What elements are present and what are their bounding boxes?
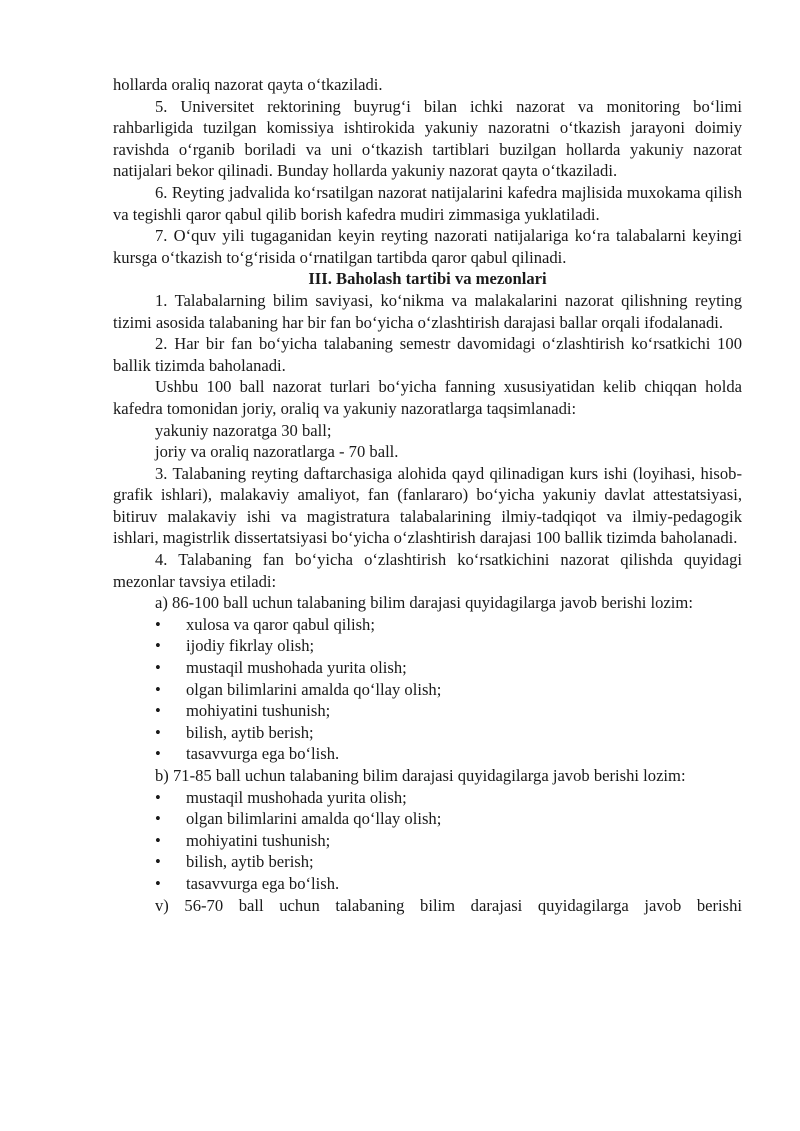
bullet-icon: •	[155, 873, 161, 893]
list-item: • tasavvurga ega bo‘lish.	[155, 744, 340, 764]
bullet-icon: •	[155, 701, 161, 721]
criteria-b-intro: b) 71-85 ball uchun talabaning bilim darajasi quyidagilarga javob berishi lozim:	[155, 766, 686, 785]
paragraph-distribution: Ushbu 100 ball nazorat turlari bo‘yicha fanning xususiyatidan kelib chiqqan holda kafedra tomonidan joriy, oraliq va yakuniy nazoratlarga taqsimlanadi:	[113, 377, 742, 418]
criteria-b-list	[113, 787, 742, 895]
criteria-v-intro: v) 56-70 ball uchun talabaning bilim darajasi quyidagilarga javob berishi	[155, 895, 742, 915]
bullet-icon: •	[155, 658, 161, 678]
paragraph-section-1: 1. Talabalarning bilim saviyasi, ko‘nikma va malakalarini nazorat qilishning reyting tizimi asosida talabaning har bir fan bo‘yicha o‘zlashtirish darajasi ballar orqali ifodalanadi.	[113, 290, 742, 332]
list-item: • tasavvurga ega bo‘lish.	[155, 873, 340, 893]
list-item: • mohiyatini tushunish;	[155, 830, 331, 850]
paragraph-section-4: 4. Talabaning fan bo‘yicha o‘zlashtirish ko‘rsatkichini nazorat qilishda quyidagi mezonlar tavsiya etiladi:	[113, 550, 742, 591]
paragraph-item-5: 5. Universitet rektorining buyrug‘i bilan ichki nazorat va monitoring bo‘limi rahbarligida tuzilgan komissiya ishtirokida yakuniy nazoratni o‘tkazish jarayoni doimiy ravishda o‘rganib boriladi va uni o‘tkazish tartiblari buzilgan hollarda yakuniy nazorat natijalari bekor qilinadi. Bunday hollarda yakuniy nazorat qayta o‘tkaziladi.	[113, 96, 742, 181]
list-item: • bilish, aytib berish;	[155, 852, 314, 872]
paragraph-item-7: 7. O‘quv yili tugaganidan keyin reyting nazorati natijalariga ko‘ra talabalarni keyingi kursga o‘tkazish to‘g‘risida o‘rnatilgan tartibda qaror qabul qilinadi.	[113, 226, 742, 267]
bullet-icon: •	[155, 614, 161, 634]
list-item: • olgan bilimlarini amalda qo‘llay olish;	[155, 679, 442, 699]
bullet-icon: •	[155, 679, 161, 699]
bullet-icon: •	[155, 787, 161, 807]
criteria-a-intro: a) 86-100 ball uchun talabaning bilim darajasi quyidagilarga javob berishi lozim:	[155, 593, 693, 613]
list-item: • xulosa va qaror qabul qilish;	[155, 614, 375, 634]
criteria-a-list	[113, 614, 742, 765]
list-item: • bilish, aytib berish;	[155, 722, 314, 742]
list-item: • mustaqil mushohada yurita olish;	[155, 787, 407, 807]
bullet-icon: •	[155, 744, 161, 764]
bullet-icon: •	[155, 830, 161, 850]
list-item: • ijodiy fikrlay olish;	[155, 636, 315, 656]
bullet-icon: •	[155, 722, 161, 742]
paragraph-section-3: 3. Talabaning reyting daftarchasiga alohida qayd qilinadigan kurs ishi (loyihasi, hisob-grafik ishlari), malakaviy amaliyot, fan (fanlararo) bo‘yicha yakuniy davlat attestatsiyasi, bitiruv malakaviy ishi va magistratura talabalarining ilmiy-tadqiqot va ilmiy-pedagogik ishlari, magistrlik dissertatsiyasi bo‘yicha o‘zlashtirish darajasi 100 ballik tizimda baholanadi.	[113, 463, 742, 548]
bullet-icon: •	[155, 636, 161, 656]
list-item: • mustaqil mushohada yurita olish;	[155, 658, 407, 678]
bullet-icon: •	[155, 852, 161, 872]
bullet-icon: •	[155, 809, 161, 829]
paragraph-item-6: 6. Reyting jadvalida ko‘rsatilgan nazorat natijalarini kafedra majlisida muxokama qilish va tegishli qaror qabul qilib borish kafedra mudiri zimmasiga yuklatiladi.	[113, 182, 742, 224]
list-item: • olgan bilimlarini amalda qo‘llay olish;	[155, 809, 442, 829]
paragraph-section-2: 2. Har bir fan bo‘yicha talabaning semestr davomidagi o‘zlashtirish ko‘rsatkichi 100 ballik tizimda baholanadi.	[113, 334, 742, 375]
list-item: • mohiyatini tushunish;	[155, 701, 331, 721]
paragraph-continuation: hollarda oraliq nazorat qayta o‘tkaziladi.	[113, 75, 383, 94]
section-heading: III. Baholash tartibi va mezonlari	[308, 269, 547, 289]
paragraph-final-points: yakuniy nazoratga 30 ball;	[155, 420, 332, 440]
paragraph-current-points: joriy va oraliq nazoratlarga - 70 ball.	[155, 442, 399, 462]
